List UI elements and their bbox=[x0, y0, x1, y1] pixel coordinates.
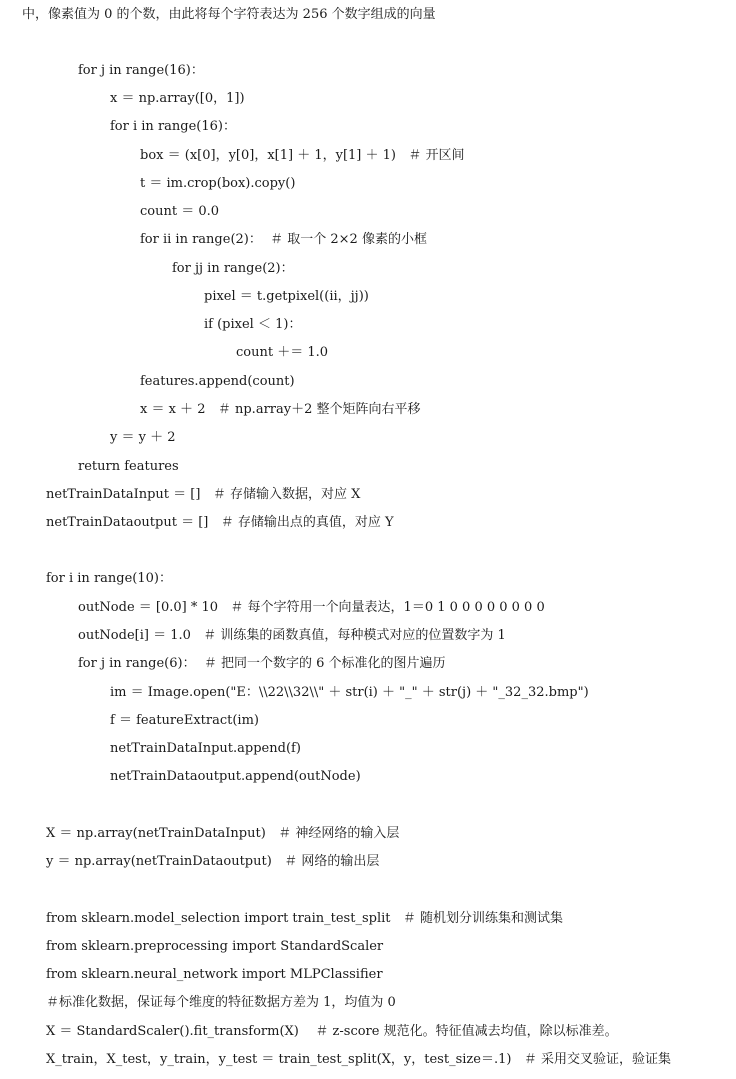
code-line: t ＝ im.crop(box).copy() bbox=[140, 176, 296, 191]
code-line: netTrainDataoutput.append(outNode) bbox=[110, 769, 361, 784]
code-line: outNode[i] ＝ 1.0 ＃ 训练集的函数真值，每种模式对应的位置数字为 1 bbox=[78, 628, 506, 643]
code-line: for j in range(16)： bbox=[78, 63, 204, 78]
code-line: y ＝ y ＋ 2 bbox=[110, 430, 176, 445]
code-line: count ＋＝ 1.0 bbox=[236, 345, 329, 360]
code-line: netTrainDataInput.append(f) bbox=[110, 741, 301, 756]
code-line: im ＝ Image.open("E：\\22\\32\\" ＋ str(i) ＋ "_" ＋ str(j) ＋ "_32_32.bmp") bbox=[110, 685, 589, 700]
code-line: count ＝ 0.0 bbox=[140, 204, 220, 219]
code-line: netTrainDataInput ＝ [] ＃ 存储输入数据，对应 X bbox=[46, 487, 361, 502]
code-line: return features bbox=[78, 459, 179, 474]
code-line: x ＝ x ＋ 2 ＃ np.array＋2 整个矩阵向右平移 bbox=[140, 402, 421, 417]
code-line: features.append(count) bbox=[140, 374, 295, 389]
code-line: for ii in range(2)： ＃ 取一个 2×2 像素的小框 bbox=[140, 232, 427, 247]
code-line: from sklearn.preprocessing import StandardScaler bbox=[46, 939, 384, 954]
code-line: outNode ＝ [0.0] * 10 ＃ 每个字符用一个向量表达，1＝0 1 0 0 0 0 0 0 0 0 bbox=[78, 600, 545, 615]
code-line: from sklearn.neural_network import MLPClassifier bbox=[46, 967, 383, 982]
code-line: x ＝ np.array([0，1]) bbox=[110, 91, 245, 106]
code-line: for i in range(10)： bbox=[46, 571, 172, 586]
code-line: pixel ＝ t.getpixel((ii，jj)) bbox=[204, 289, 369, 304]
code-line: y ＝ np.array(netTrainDataoutput) ＃ 网络的输出层 bbox=[46, 854, 380, 869]
intro-text: 中，像素值为 0 的个数，由此将每个字符表达为 256 个数字组成的向量 bbox=[22, 7, 436, 22]
code-line: for jj in range(2)： bbox=[172, 261, 294, 276]
code-line: X ＝ np.array(netTrainDataInput) ＃ 神经网络的输入层 bbox=[46, 826, 400, 841]
code-comment-line: ＃标准化数据，保证每个维度的特征数据方差为 1，均值为 0 bbox=[46, 995, 396, 1010]
code-line: X_train，X_test，y_train，y_test ＝ train_test_split(X，y，test_size＝.1) ＃ 采用交叉验证，验证集 bbox=[46, 1052, 671, 1067]
code-line: for j in range(6)： ＃ 把同一个数字的 6 个标准化的图片遍历 bbox=[78, 656, 446, 671]
code-line: if (pixel ＜ 1)： bbox=[204, 317, 302, 332]
code-line: X ＝ StandardScaler().fit_transform(X) ＃ z-score 规范化。特征值减去均值，除以标准差。 bbox=[46, 1024, 618, 1039]
code-line: netTrainDataoutput ＝ [] ＃ 存储输出点的真值，对应 Y bbox=[46, 515, 394, 530]
code-line: box ＝ (x[0]，y[0]，x[1] ＋ 1，y[1] ＋ 1) ＃ 开区间 bbox=[140, 148, 465, 163]
code-line: f ＝ featureExtract(im) bbox=[110, 713, 259, 728]
code-line: for i in range(16)： bbox=[110, 119, 236, 134]
code-line: from sklearn.model_selection import train_test_split ＃ 随机划分训练集和测试集 bbox=[46, 911, 564, 926]
